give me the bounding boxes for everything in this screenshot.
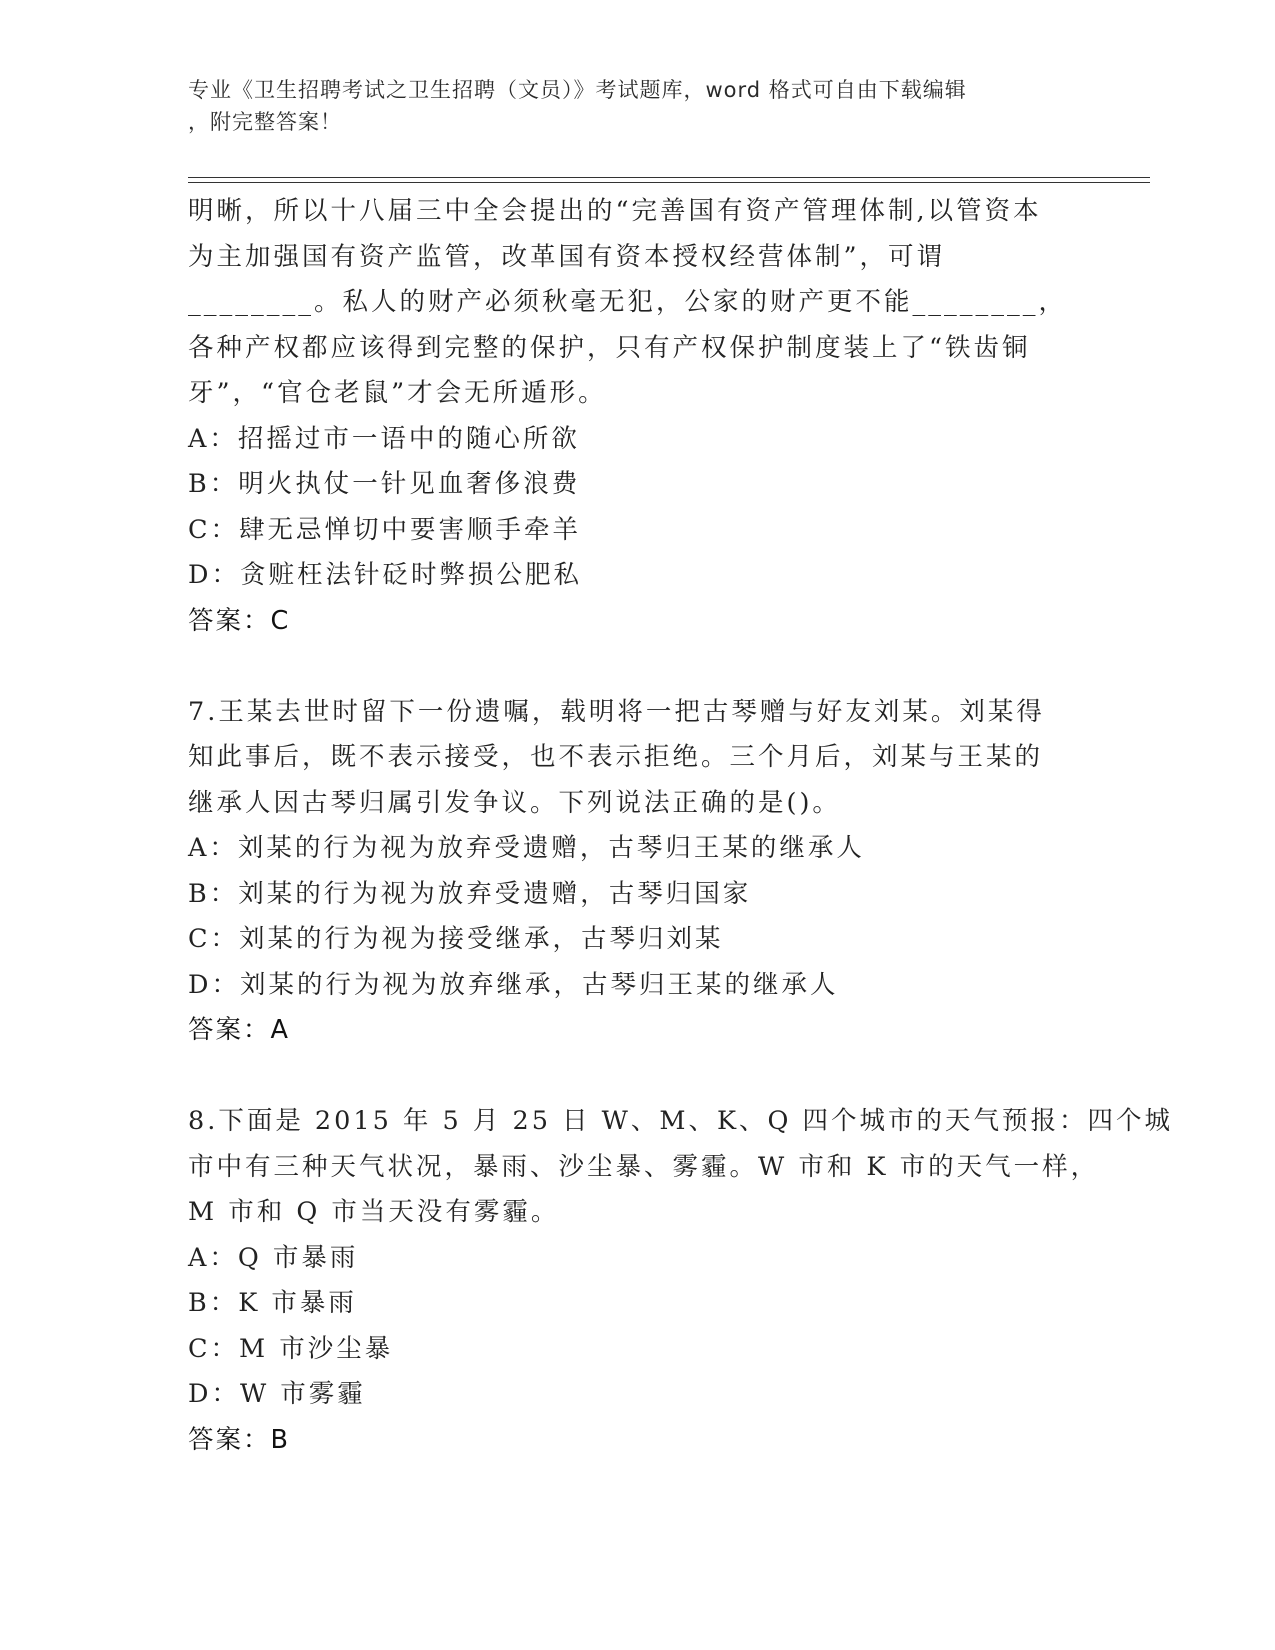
option-a: A：招摇过市一语中的随心所欲: [188, 423, 580, 454]
option-d: D：贪赃枉法针砭时弊损公肥私: [188, 560, 582, 590]
question-stem-line: 知此事后，既不表示接受，也不表示拒绝。三个月后，刘某与王某的: [188, 742, 1044, 772]
question-stem-line: 市中有三种天气状况，暴雨、沙尘暴、雾霾。W 市和 K 市的天气一样，: [188, 1151, 1100, 1182]
question-stem-line: 继承人因古琴归属引发争议。下列说法正确的是()。: [188, 787, 841, 818]
option-c: C：刘某的行为视为接受继承，古琴归刘某: [188, 924, 724, 954]
answer-label: 答案：A: [188, 1015, 290, 1045]
question-8: [188, 1099, 1174, 1463]
option-a: A：Q 市暴雨: [188, 1242, 359, 1273]
question-stem-line: M 市和 Q 市当天没有雾霾。: [188, 1197, 560, 1227]
option-b: B：明火执仗一针见血奢侈浪费: [188, 469, 581, 499]
question-stem-line: 明晰，所以十八届三中全会提出的“完善国有资产管理体制,以管资本: [188, 196, 1042, 226]
option-a: A：刘某的行为视为放弃受遗赠，古琴归王某的继承人: [188, 833, 865, 863]
option-c: C：肆无忌惮切中要害顺手牵羊: [188, 514, 582, 545]
header-divider-top: [188, 177, 1150, 178]
answer-label: 答案：C: [188, 605, 291, 636]
header-title-line-1: 专业《卫生招聘考试之卫生招聘（文员）》考试题库，word 格式可自由下载编辑: [188, 78, 967, 102]
document-header: [188, 74, 1088, 138]
document-body: [188, 189, 1174, 1463]
option-d: D：W 市雾霾: [188, 1379, 366, 1409]
question-stem-line: 7.王某去世时留下一份遗嘱，载明将一把古琴赠与好友刘某。刘某得: [188, 696, 1045, 727]
question-7: [188, 690, 1088, 1054]
header-title-line-2: ，附完整答案！: [188, 110, 342, 134]
header-divider-bottom: [188, 182, 1150, 183]
spacer: [188, 644, 1088, 690]
question-stem-line: 8.下面是 2015 年 5 月 25 日 W、M、K、Q 四个城市的天气预报：四个城: [188, 1106, 1174, 1136]
option-c: C：M 市沙尘暴: [188, 1333, 394, 1364]
question-stem-line: 各种产权都应该得到完整的保护，只有产权保护制度装上了“铁齿铜: [188, 332, 1031, 363]
spacer: [188, 1054, 1088, 1100]
question-stem-line: 为主加强国有资产监管，改革国有资本授权经营体制”，可谓: [188, 241, 946, 272]
option-b: B：刘某的行为视为放弃受遗赠，古琴归国家: [188, 878, 752, 909]
option-b: B：K 市暴雨: [188, 1288, 357, 1318]
question-6: [188, 189, 1088, 644]
option-d: D：刘某的行为视为放弃继承，古琴归王某的继承人: [188, 969, 839, 1000]
question-stem-line: ________。私人的财产必须秋毫无犯，公家的财产更不能________，: [188, 287, 1068, 317]
answer-label: 答案：B: [188, 1424, 290, 1455]
question-stem-line: 牙”，“官仓老鼠”才会无所遁形。: [188, 378, 607, 408]
